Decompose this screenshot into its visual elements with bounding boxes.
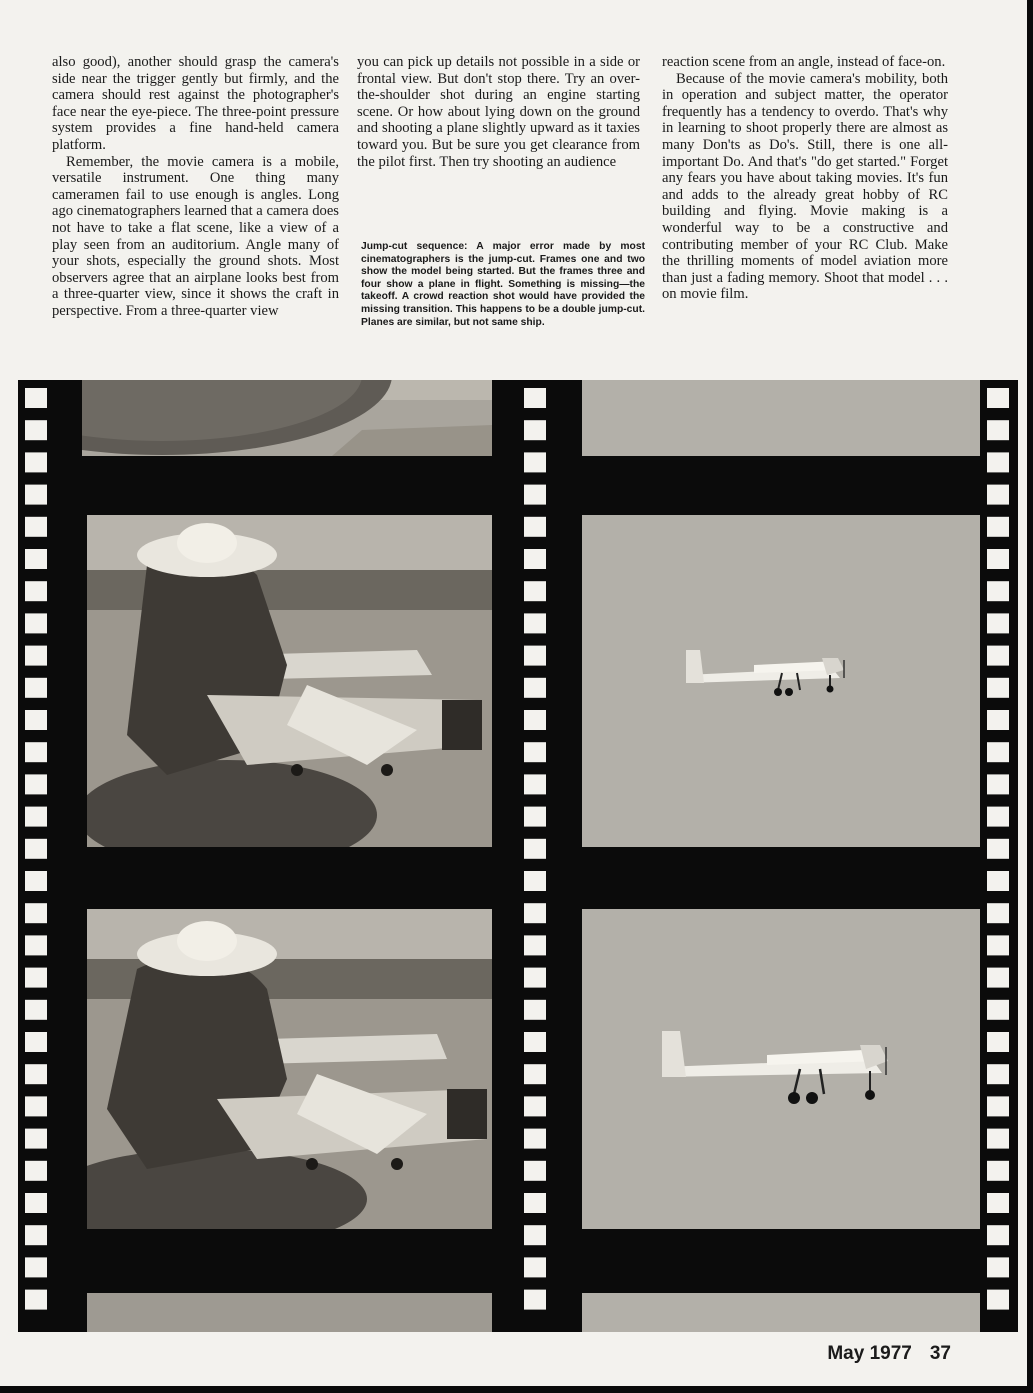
issue-date: May 1977 (827, 1343, 912, 1364)
sprocket-hole (25, 1129, 47, 1149)
sprocket-hole (987, 1225, 1009, 1245)
sprocket-hole (524, 1129, 546, 1149)
article-column-3 (662, 54, 948, 303)
sprocket-hole (524, 485, 546, 505)
sprocket-column-right (980, 380, 1018, 1332)
sprocket-hole (987, 871, 1009, 891)
sprocket-hole (524, 1064, 546, 1084)
article-paragraph: you can pick up details not possible in a side or frontal view. But don't stop there. Try an over-the-shoulder shot during an engine starting scene. Or how about lying down on the ground and shooting a plane slightly upward as it taxies toward you. But be sure you get clearance from the pilot first. Then try shooting an audience (357, 54, 640, 170)
sprocket-hole (25, 1032, 47, 1052)
sprocket-hole (987, 485, 1009, 505)
sprocket-hole (987, 1064, 1009, 1084)
model-starting-photo (87, 515, 492, 847)
sprocket-hole (25, 1257, 47, 1277)
sprocket-hole (987, 549, 1009, 569)
sprocket-hole (524, 774, 546, 794)
sprocket-hole (524, 646, 546, 666)
plane-in-flight-photo (582, 515, 980, 847)
sprocket-hole (987, 388, 1009, 408)
sprocket-hole (25, 1161, 47, 1181)
sprocket-hole (524, 742, 546, 762)
sprocket-hole (987, 807, 1009, 827)
sprocket-column-middle (517, 380, 555, 1332)
sprocket-hole (987, 420, 1009, 440)
sprocket-hole (524, 1225, 546, 1245)
sprocket-hole (25, 581, 47, 601)
sprocket-hole (987, 935, 1009, 955)
frame-1-photo (87, 515, 492, 847)
page-footer (827, 1343, 951, 1365)
sprocket-hole (25, 452, 47, 472)
sprocket-hole (987, 1096, 1009, 1116)
sprocket-hole (524, 871, 546, 891)
frame-partial-top-right (582, 380, 980, 456)
sprocket-hole (987, 742, 1009, 762)
sprocket-hole (25, 1000, 47, 1020)
sprocket-hole (987, 903, 1009, 923)
sprocket-hole (25, 1225, 47, 1245)
sprocket-hole (987, 710, 1009, 730)
article-column-2 (357, 54, 640, 170)
sprocket-hole (25, 807, 47, 827)
sprocket-hole (524, 1000, 546, 1020)
article-paragraph: reaction scene from an angle, instead of face-on. (662, 54, 946, 70)
sprocket-hole (524, 807, 546, 827)
sprocket-hole (25, 710, 47, 730)
sprocket-hole (524, 710, 546, 730)
sprocket-hole (524, 1032, 546, 1052)
sprocket-hole (25, 774, 47, 794)
sprocket-hole (524, 935, 546, 955)
page-number: 37 (929, 1343, 951, 1364)
scan-edge-bottom (0, 1386, 1033, 1393)
sprocket-hole (524, 678, 546, 698)
sprocket-hole (25, 839, 47, 859)
sprocket-hole (25, 903, 47, 923)
sprocket-hole (25, 388, 47, 408)
sprocket-hole (987, 839, 1009, 859)
sprocket-hole (524, 903, 546, 923)
sprocket-hole (987, 1290, 1009, 1310)
sprocket-hole (25, 1096, 47, 1116)
sprocket-hole (25, 420, 47, 440)
sprocket-hole (987, 581, 1009, 601)
sprocket-hole (25, 935, 47, 955)
sprocket-hole (987, 678, 1009, 698)
sprocket-hole (987, 452, 1009, 472)
sprocket-hole (25, 613, 47, 633)
sprocket-hole (25, 871, 47, 891)
sprocket-hole (524, 452, 546, 472)
sprocket-hole (25, 742, 47, 762)
sprocket-hole (25, 1290, 47, 1310)
sprocket-hole (987, 1257, 1009, 1277)
sprocket-hole (987, 774, 1009, 794)
frame-3-photo (582, 515, 980, 847)
sprocket-hole (25, 485, 47, 505)
sprocket-hole (25, 517, 47, 537)
sprocket-hole (524, 1096, 546, 1116)
sprocket-hole (25, 549, 47, 569)
sprocket-hole (987, 968, 1009, 988)
sprocket-hole (524, 968, 546, 988)
sprocket-hole (25, 1064, 47, 1084)
sprocket-hole (524, 613, 546, 633)
sprocket-hole (524, 517, 546, 537)
model-starting-photo (87, 909, 492, 1229)
sprocket-hole (987, 1161, 1009, 1181)
sprocket-hole (25, 968, 47, 988)
sprocket-hole (524, 1193, 546, 1213)
sprocket-hole (524, 1290, 546, 1310)
sprocket-hole (987, 517, 1009, 537)
article-column-1 (52, 54, 339, 320)
plane-in-flight-photo (582, 909, 980, 1229)
sprocket-hole (987, 1000, 1009, 1020)
sprocket-hole (25, 646, 47, 666)
scan-edge-right (1027, 0, 1033, 1393)
film-strip (18, 380, 1018, 1332)
sprocket-hole (987, 1032, 1009, 1052)
sprocket-hole (987, 1129, 1009, 1149)
article-paragraph: Because of the movie camera's mobility, both in operation and subject matter, the operator frequently has a tendency to overdo. That's why in learning to shoot properly there are almost as many Don'ts as Do's. Still, there is one all-important Do. And that's "do get started." Forget any fears you have about taking movies. It's fun and adds to the already great hobby of RC building and flying. Movie making is a wonderful way to be a constructive and contributing member of your RC Club. Make the thrilling moments of model aviation more than just a fading memory. Shoot that model . . . on movie film. (662, 70, 948, 303)
sprocket-hole (524, 581, 546, 601)
sprocket-hole (524, 839, 546, 859)
frame-partial-bottom-left (87, 1293, 492, 1332)
sprocket-hole (987, 646, 1009, 666)
article-paragraph: also good), another should grasp the camera's side near the trigger gently but firmly, and the camera should rest against the photographer's face near the eye-piece. The three-point pressure system provides a fine hand-held camera platform. (52, 54, 339, 153)
photo-caption: Jump-cut sequence: A major error made by most cinematographers is the jump-cut. Frames one and two show the model being started. But the frames three and four show a plane in flight. Something is missing—the takeoff. A crowd reaction shot would have provided the missing transition. This happens to be a double jump-cut. Planes are similar, but not same ship. (361, 241, 645, 328)
sprocket-hole (524, 1161, 546, 1181)
sprocket-hole (25, 678, 47, 698)
sprocket-hole (524, 388, 546, 408)
sprocket-hole (987, 613, 1009, 633)
sprocket-hole (524, 549, 546, 569)
frame-partial-top-left (82, 380, 492, 456)
frame-4-photo (582, 909, 980, 1229)
sprocket-hole (25, 1193, 47, 1213)
sprocket-hole (987, 1193, 1009, 1213)
frame-2-photo (87, 909, 492, 1229)
sprocket-column-left (18, 380, 56, 1332)
article-paragraph: Remember, the movie camera is a mobile, versatile instrument. One thing many cameramen fail to use enough is angles. Long ago cinematographers learned that a camera does not have to take a flat scene, like a view of a play seen from an auditorium. Angle many of your shots, especially the ground shots. Most observers agree that an airplane looks best from a three-quarter view, since it shows the craft in perspective. From a three-quarter view (52, 153, 339, 319)
frame-partial-bottom-right (582, 1293, 980, 1332)
sprocket-hole (524, 420, 546, 440)
sprocket-hole (524, 1257, 546, 1277)
